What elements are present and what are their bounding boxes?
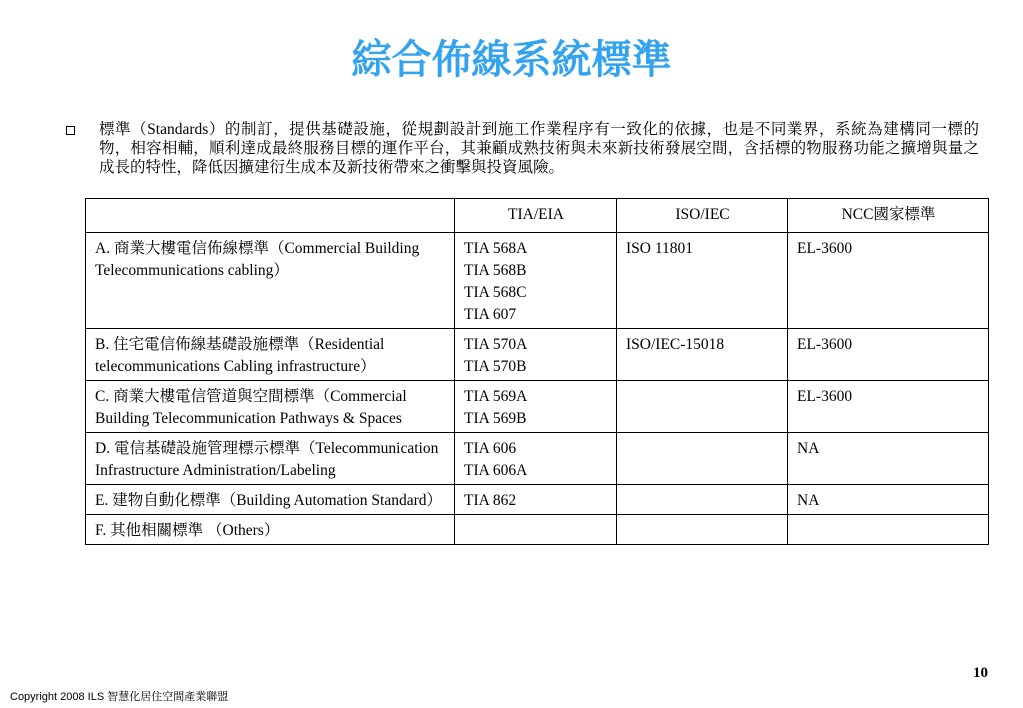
- ncc-cell: [788, 485, 989, 515]
- standard-code: TIA 569A: [464, 388, 528, 405]
- standard-code: TIA 606: [464, 440, 517, 457]
- table-row: [86, 381, 989, 433]
- category-cell: E. 建物自動化標準（Building Automation Standard）: [86, 485, 455, 515]
- bullet-text: 標準（Standards）的制訂，提供基礎設施，從規劃設計到施工作業程序有一致化的依據，也是不同業界，系統為建構同一標的物，相容相輔，順利達成最終服務目標的運作平台，其兼顧成熟技術與未來新技術發展空間，含括標的物服務功能之擴增與量之成長的特性，降低因擴建衍生成本及新技術帶來之衝擊與投資風險。: [99, 121, 979, 176]
- standard-code: EL-3600: [797, 388, 853, 405]
- slide-title: 綜合佈線系統標準: [351, 37, 672, 83]
- iso-iec-cell: [617, 485, 788, 515]
- standard-code: TIA 862: [464, 492, 517, 509]
- standard-code: TIA 607: [464, 306, 517, 323]
- standard-code: TIA 569B: [464, 410, 527, 427]
- standard-code: TIA 568A: [464, 240, 528, 257]
- table-row: [86, 433, 989, 485]
- standard-code: NA: [797, 440, 820, 457]
- ncc-cell: [788, 233, 989, 329]
- standard-code: ISO/IEC-15018: [626, 336, 725, 353]
- iso-iec-cell: [617, 233, 788, 329]
- iso-iec-cell: [617, 381, 788, 433]
- standard-code: NA: [797, 492, 820, 509]
- header-category: [86, 199, 455, 233]
- table-row: [86, 515, 989, 545]
- header-iso-iec: ISO/IEC: [617, 199, 788, 233]
- category-cell: C. 商業大樓電信管道與空間標準（Commercial Building Telecommunication Pathways & Spaces: [86, 381, 455, 433]
- copyright-footer: Copyright 2008 ILS 智慧化居住空間產業聯盟: [10, 691, 229, 703]
- iso-iec-cell: [617, 515, 788, 545]
- table-header-row: [86, 199, 989, 233]
- header-ncc: NCC國家標準: [788, 199, 989, 233]
- standard-code: ISO 11801: [626, 240, 694, 257]
- category-cell: B. 住宅電信佈線基礎設施標準（Residential telecommunications Cabling infrastructure）: [86, 329, 455, 381]
- header-tia-eia: TIA/EIA: [455, 199, 617, 233]
- tia-eia-cell: [455, 381, 617, 433]
- table-row: [86, 233, 989, 329]
- ncc-cell: [788, 433, 989, 485]
- square-bullet-icon: [66, 126, 75, 135]
- ncc-cell: [788, 515, 989, 545]
- standard-code: TIA 570A: [464, 336, 528, 353]
- ncc-cell: [788, 381, 989, 433]
- tia-eia-cell: [455, 329, 617, 381]
- table-row: [86, 329, 989, 381]
- category-cell: A. 商業大樓電信佈線標準（Commercial Building Telecommunications cabling）: [86, 233, 455, 329]
- category-cell: F. 其他相關標準 （Others）: [86, 515, 455, 545]
- standard-code: EL-3600: [797, 336, 853, 353]
- standards-table: [85, 198, 989, 545]
- iso-iec-cell: [617, 329, 788, 381]
- table-row: [86, 485, 989, 515]
- standard-code: TIA 568B: [464, 262, 527, 279]
- table-body: [86, 233, 989, 545]
- tia-eia-cell: [455, 433, 617, 485]
- category-cell: D. 電信基礎設施管理標示標準（Telecommunication Infrastructure Administration/Labeling: [86, 433, 455, 485]
- tia-eia-cell: [455, 515, 617, 545]
- standard-code: TIA 570B: [464, 358, 527, 375]
- standard-code: TIA 606A: [464, 462, 528, 479]
- ncc-cell: [788, 329, 989, 381]
- standard-code: EL-3600: [797, 240, 853, 257]
- iso-iec-cell: [617, 433, 788, 485]
- page-number: 10: [973, 665, 988, 681]
- tia-eia-cell: [455, 485, 617, 515]
- standard-code: TIA 568C: [464, 284, 527, 301]
- tia-eia-cell: [455, 233, 617, 329]
